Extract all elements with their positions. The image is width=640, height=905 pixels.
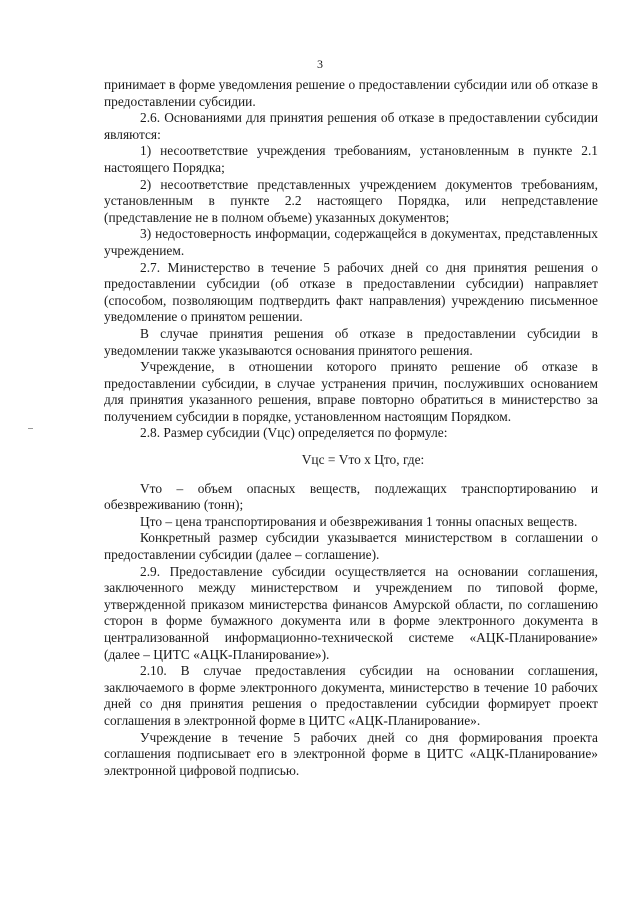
paragraph: 3) недостоверность информации, содержащейся в документах, представленных учреждением. <box>104 226 598 258</box>
margin-mark <box>28 428 33 429</box>
paragraph: 2.9. Предоставление субсидии осуществляется на основании соглашения, заключенного между министерством и учреждением по типовой форме, утвержденной приказом министерства финансов Амурской области, по соглашению сторон в форме бумажного документа или в форме электронного документа в централизованной информационно-технической системе «АЦК-Планирование» (далее – ЦИТС «АЦК-Планирование»). <box>104 563 598 662</box>
paragraph: 2.8. Размер субсидии (Vцс) определяется по формуле: <box>140 425 448 441</box>
paragraph: В случае принятия решения об отказе в предоставлении субсидии в уведомлении также указываются основания принятого решения. <box>104 325 598 358</box>
document-body <box>104 77 598 779</box>
page-number: 3 <box>317 57 323 71</box>
paragraph: 1) несоответствие учреждения требованиям, установленным в пункте 2.1 настоящего Порядка; <box>104 143 598 175</box>
paragraph: 2.10. В случае предоставления субсидии на основании соглашения, заключаемого в форме электронного документа, министерство в течение 10 рабочих дней со дня принятия решения о предоставлении субсидии формирует проект соглашения в электронной форме в ЦИТС «АЦК-Планирование». <box>104 663 598 728</box>
paragraph: 2.6. Основаниями для принятия решения об отказе в предоставлении субсидии являются: <box>104 110 598 142</box>
paragraph: Учреждение, в отношении которого принято решение об отказе в предоставлении субсидии, в случае устранения причин, послуживших основанием для принятия указанного решения, вправе повторно обратиться в министерство за получением субсидии в порядке, установленном настоящим Порядком. <box>104 359 598 424</box>
paragraph: Цто – цена транспортирования и обезвреживания 1 тонны опасных веществ. <box>140 513 578 529</box>
paragraph: Vто – объем опасных веществ, подлежащих транспортированию и обезвреживанию (тонн); <box>104 480 598 513</box>
formula: Vцс = Vто x Цто, где: <box>301 452 425 468</box>
paragraph: 2.7. Министерство в течение 5 рабочих дней со дня принятия решения о предоставлении субсидии (об отказе в предоставлении субсидии) направляет (способом, позволяющим подтвердить факт направления) учреждению письменное уведомление о принятом решении. <box>104 259 598 325</box>
paragraph: 2) несоответствие представленных учреждением документов требованиям, установленным в пункте 2.2 настоящего Порядка, или непредставление (представление не в полном объеме) указанных документов; <box>104 176 598 225</box>
paragraph: Конкретный размер субсидии указывается министерством в соглашении о предоставлении субсидии (далее – соглашение). <box>104 530 598 563</box>
paragraph: принимает в форме уведомления решение о предоставлении субсидии или об отказе в предоставлении субсидии. <box>104 77 598 109</box>
paragraph: Учреждение в течение 5 рабочих дней со дня формирования проекта соглашения подписывает его в электронной форме в ЦИТС «АЦК-Планирование» электронной цифровой подписью. <box>104 729 598 778</box>
